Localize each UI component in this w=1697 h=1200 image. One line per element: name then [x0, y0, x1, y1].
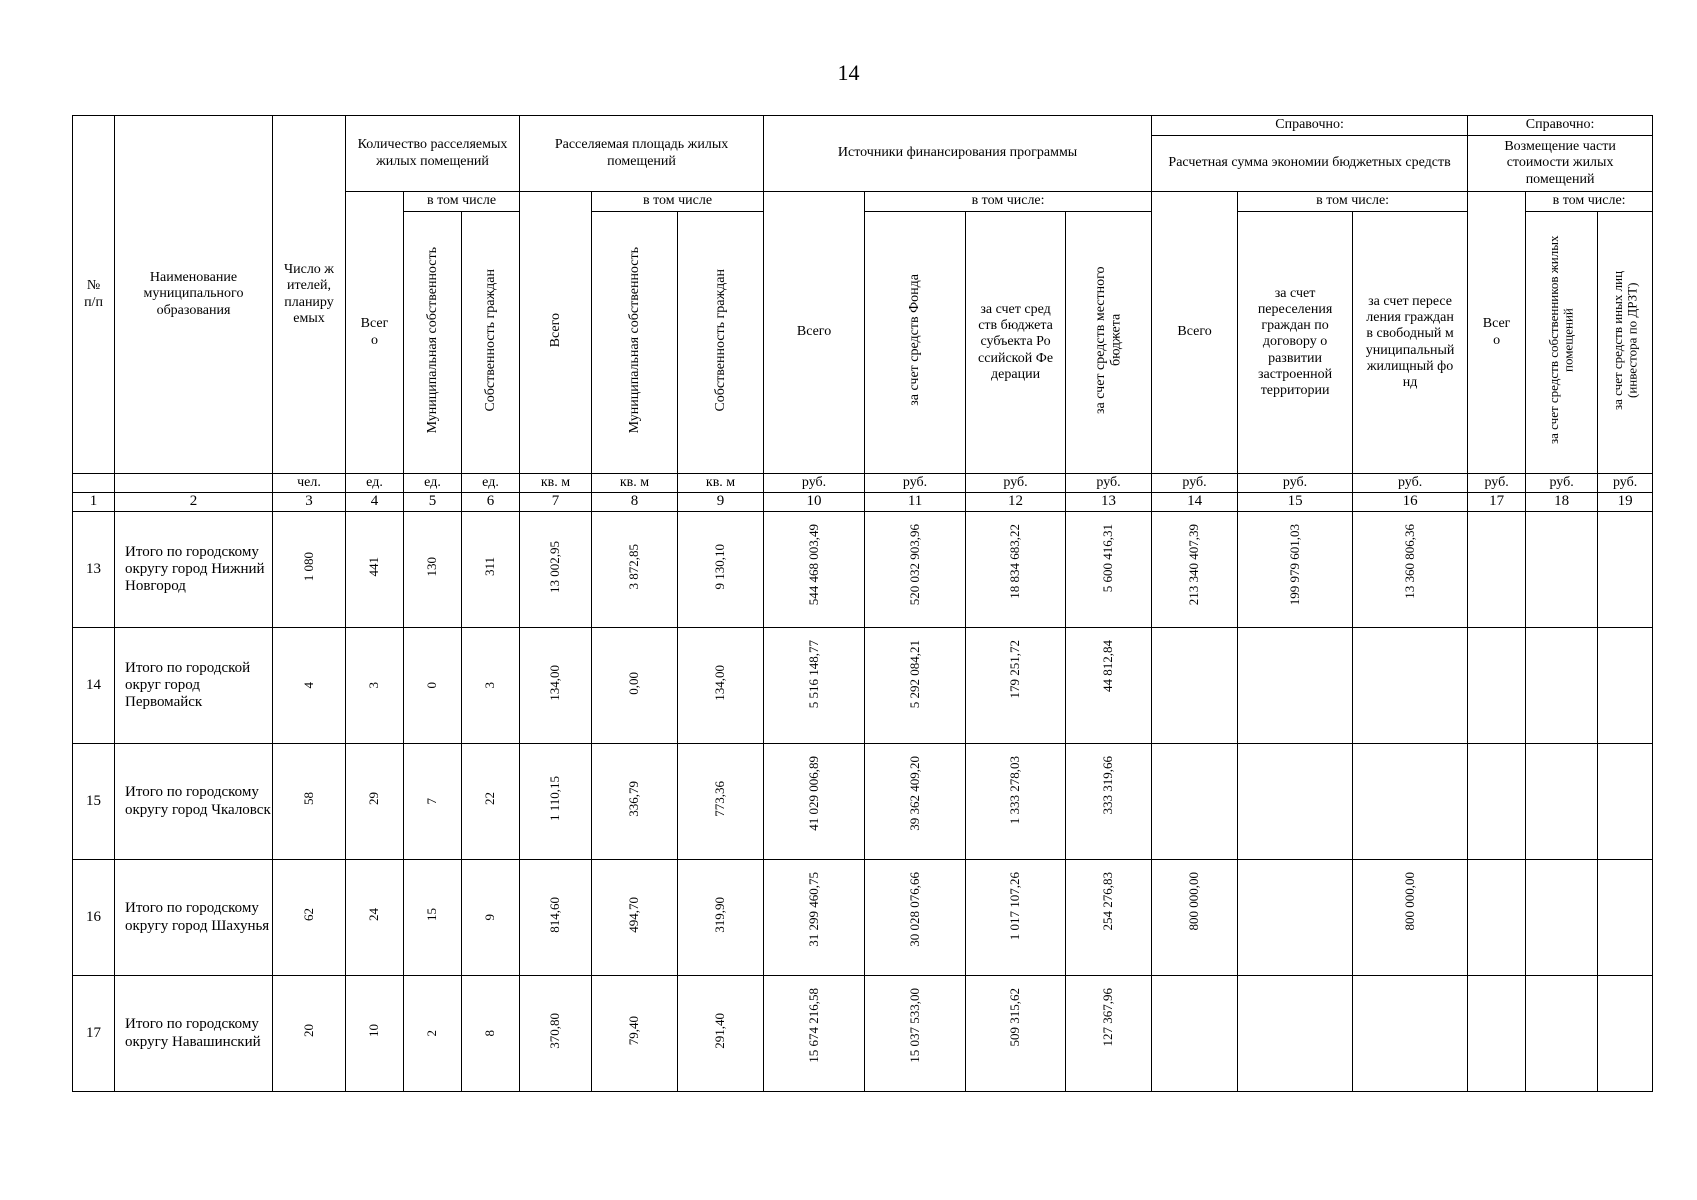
row-value: 2	[424, 1029, 440, 1037]
row-value-cell	[520, 512, 592, 628]
row-value-cell	[764, 628, 865, 744]
row-value: 39 362 409,20	[906, 756, 922, 831]
row-name: Итого по городскому округу город Чкаловск	[115, 744, 273, 860]
row-value: 130	[424, 557, 440, 577]
header-compensation-total: Всег о	[1468, 192, 1526, 474]
row-value-cell	[1598, 860, 1653, 976]
row-value-cell	[1066, 976, 1152, 1092]
row-value: 3	[366, 681, 382, 689]
row-value-cell	[462, 744, 520, 860]
row-value-cell	[865, 860, 966, 976]
row-value: 311	[482, 557, 498, 577]
row-value-cell	[520, 860, 592, 976]
row-value: 1 017 107,26	[1007, 872, 1023, 941]
col-number: 5	[404, 493, 462, 512]
header-resettle-contract: за счет переселения граждан по договору о развитии застроенной территории	[1238, 212, 1353, 474]
unit-cell: руб.	[865, 474, 966, 493]
row-value-cell	[520, 744, 592, 860]
table-row	[73, 744, 1653, 860]
row-value: 509 315,62	[1007, 988, 1023, 1047]
row-value-cell	[1066, 744, 1152, 860]
row-value: 79,40	[626, 1016, 642, 1046]
header-rooms-total: Всег о	[346, 192, 404, 474]
row-value: 0	[424, 681, 440, 689]
row-value: 29	[366, 792, 382, 806]
row-value-cell	[404, 512, 462, 628]
row-value-cell	[462, 976, 520, 1092]
row-value-cell	[1598, 744, 1653, 860]
unit-cell: ед.	[462, 474, 520, 493]
row-value: 15	[424, 908, 440, 922]
row-value-cell	[462, 628, 520, 744]
row-value: 15 037 533,00	[906, 988, 922, 1063]
row-value-cell	[678, 512, 764, 628]
row-value: 3	[482, 681, 498, 689]
row-value: 3 872,85	[626, 544, 642, 590]
header-finance-total: Всего	[764, 192, 865, 474]
row-value: 5 516 148,77	[805, 640, 821, 709]
row-value-cell	[966, 628, 1066, 744]
header-ref-economy: Справочно:	[1152, 116, 1468, 136]
row-value: 44 812,84	[1100, 640, 1116, 692]
row-value: 441	[366, 557, 382, 577]
unit-cell: руб.	[764, 474, 865, 493]
row-number: 17	[73, 976, 115, 1092]
header-name: Наименование муниципального образования	[115, 116, 273, 474]
row-value-cell	[1152, 628, 1238, 744]
header-investor: за счет средств иных лиц (инвестора по ДРЗТ)	[1598, 212, 1653, 474]
unit-cell: руб.	[1598, 474, 1653, 493]
row-value-cell	[346, 976, 404, 1092]
row-value-cell	[1238, 512, 1353, 628]
row-value-cell	[1468, 860, 1526, 976]
table-row	[73, 628, 1653, 744]
header-finance-group: Источники финансирования программы	[764, 116, 1152, 192]
header-compensation-incl: в том числе:	[1526, 192, 1653, 212]
row-value: 127 367,96	[1100, 988, 1116, 1047]
header-owners: за счет средств собственников жилых помещений	[1526, 212, 1598, 474]
col-number: 1	[73, 493, 115, 512]
row-value-cell	[865, 744, 966, 860]
row-value: 5 292 084,21	[906, 640, 922, 709]
row-value-cell	[592, 860, 678, 976]
row-value: 20	[300, 1024, 316, 1038]
row-value: 213 340 407,39	[1186, 524, 1202, 606]
row-value: 31 299 460,75	[805, 872, 821, 947]
row-value-cell	[1353, 628, 1468, 744]
row-value-cell	[865, 976, 966, 1092]
table-row	[73, 512, 1653, 628]
row-value-cell	[1238, 976, 1353, 1092]
row-value: 319,90	[712, 897, 728, 933]
row-value-cell	[1353, 512, 1468, 628]
row-value: 773,36	[712, 781, 728, 817]
col-number: 17	[1468, 493, 1526, 512]
row-value-cell	[1238, 860, 1353, 976]
header-residents: Число жителей, планируемых	[273, 116, 346, 474]
row-value: 10	[366, 1024, 382, 1038]
row-value-cell	[592, 744, 678, 860]
row-value: 13 002,95	[547, 540, 563, 593]
row-value: 58	[300, 792, 316, 806]
table-row	[73, 860, 1653, 976]
unit-cell: ед.	[346, 474, 404, 493]
row-value: 800 000,00	[1186, 872, 1202, 931]
row-value: 41 029 006,89	[805, 756, 821, 831]
row-value: 22	[482, 792, 498, 806]
row-value-cell	[1353, 860, 1468, 976]
header-rooms-group: Количество расселяемых жилых помещений	[346, 116, 520, 192]
row-value-cell	[1066, 860, 1152, 976]
unit-cell: руб.	[1066, 474, 1152, 493]
row-number: 14	[73, 628, 115, 744]
unit-cell: ед.	[404, 474, 462, 493]
row-value-cell	[966, 512, 1066, 628]
row-value: 1 333 278,03	[1007, 756, 1023, 825]
row-value: 7	[424, 797, 440, 805]
row-value-cell	[1152, 860, 1238, 976]
row-value-cell	[865, 512, 966, 628]
unit-cell: руб.	[1238, 474, 1353, 493]
row-value-cell	[1468, 744, 1526, 860]
row-value-cell	[1526, 976, 1598, 1092]
row-value: 0,00	[626, 671, 642, 695]
row-value: 24	[366, 908, 382, 922]
row-value: 254 276,83	[1100, 872, 1116, 931]
row-value-cell	[1152, 976, 1238, 1092]
header-economy-incl: в том числе:	[1238, 192, 1468, 212]
row-value-cell	[1526, 628, 1598, 744]
unit-cell: руб.	[1152, 474, 1238, 493]
row-name: Итого по городскому округу город Нижний Новгород	[115, 512, 273, 628]
row-value-cell	[520, 628, 592, 744]
row-value: 5 600 416,31	[1100, 524, 1116, 593]
row-value-cell	[273, 628, 346, 744]
row-number: 13	[73, 512, 115, 628]
row-value-cell	[1468, 512, 1526, 628]
header-num: № п/п	[73, 116, 115, 474]
row-value: 4	[300, 681, 316, 689]
row-value-cell	[678, 976, 764, 1092]
header-ref-compensation: Справочно:	[1468, 116, 1653, 136]
header-area-total: Всего	[520, 192, 592, 474]
row-value-cell	[1598, 976, 1653, 1092]
row-value-cell	[273, 744, 346, 860]
row-value: 9	[482, 913, 498, 921]
col-number: 9	[678, 493, 764, 512]
col-number: 2	[115, 493, 273, 512]
header-subject-budget: за счет средств бюджета субъекта Российской Федерации	[966, 212, 1066, 474]
row-value-cell	[592, 512, 678, 628]
resettlement-table	[72, 115, 1653, 1092]
row-value-cell	[346, 744, 404, 860]
row-value-cell	[1152, 512, 1238, 628]
row-value-cell	[1353, 976, 1468, 1092]
row-value-cell	[1238, 628, 1353, 744]
row-value: 62	[300, 908, 316, 922]
row-value-cell	[1526, 860, 1598, 976]
row-value-cell	[1468, 976, 1526, 1092]
header-area-municipal: Муниципальная собственность	[592, 212, 678, 474]
row-value-cell	[273, 512, 346, 628]
page-number: 14	[837, 60, 860, 85]
row-value-cell	[1066, 512, 1152, 628]
unit-cell: руб.	[1468, 474, 1526, 493]
row-value: 8	[482, 1029, 498, 1037]
header-local-budget: за счет средств местного бюджета	[1066, 212, 1152, 474]
row-value: 1 080	[300, 552, 316, 582]
unit-cell: кв. м	[520, 474, 592, 493]
row-value-cell	[966, 744, 1066, 860]
row-value-cell	[1526, 744, 1598, 860]
header-rooms-municipal: Муниципальная собственность	[404, 212, 462, 474]
row-value-cell	[1353, 744, 1468, 860]
header-area-incl: в том числе	[592, 192, 764, 212]
header-resettle-free: за счет переселения граждан в свободный муниципальный жилищный фонд	[1353, 212, 1468, 474]
row-value-cell	[1526, 512, 1598, 628]
row-value: 199 979 601,03	[1286, 524, 1302, 606]
col-number: 15	[1238, 493, 1353, 512]
row-value-cell	[462, 860, 520, 976]
col-number: 8	[592, 493, 678, 512]
col-number: 3	[273, 493, 346, 512]
header-rooms-incl: в том числе	[404, 192, 520, 212]
unit-cell: чел.	[273, 474, 346, 493]
row-value-cell	[592, 976, 678, 1092]
unit-cell: кв. м	[592, 474, 678, 493]
row-value: 520 032 903,96	[906, 524, 922, 606]
row-value: 134,00	[712, 665, 728, 701]
row-name: Итого по городскому округу Навашинский	[115, 976, 273, 1092]
row-value-cell	[273, 860, 346, 976]
row-value: 1 110,15	[547, 776, 563, 822]
row-value-cell	[865, 628, 966, 744]
row-value: 544 468 003,49	[805, 524, 821, 606]
row-value: 15 674 216,58	[805, 988, 821, 1063]
unit-cell: руб.	[1353, 474, 1468, 493]
row-value-cell	[764, 860, 865, 976]
table-body	[73, 512, 1653, 1092]
col-number: 7	[520, 493, 592, 512]
row-value: 370,80	[547, 1013, 563, 1049]
col-number: 19	[1598, 493, 1653, 512]
row-value-cell	[966, 976, 1066, 1092]
row-value-cell	[764, 744, 865, 860]
header-rooms-citizens: Собственность граждан	[462, 212, 520, 474]
row-value-cell	[404, 976, 462, 1092]
row-value-cell	[346, 628, 404, 744]
col-number: 10	[764, 493, 865, 512]
header-economy-total: Всего	[1152, 192, 1238, 474]
row-value-cell	[273, 976, 346, 1092]
header-economy-group: Расчетная сумма экономии бюджетных средств	[1152, 136, 1468, 192]
row-name: Итого по городскому округу город Шахунья	[115, 860, 273, 976]
row-value-cell	[678, 744, 764, 860]
unit-blank-2	[115, 474, 273, 493]
row-value-cell	[1152, 744, 1238, 860]
row-value-cell	[462, 512, 520, 628]
row-value: 18 834 683,22	[1007, 524, 1023, 599]
col-number: 11	[865, 493, 966, 512]
col-number: 14	[1152, 493, 1238, 512]
col-number: 12	[966, 493, 1066, 512]
row-value-cell	[404, 628, 462, 744]
col-number: 13	[1066, 493, 1152, 512]
row-value-cell	[520, 976, 592, 1092]
row-value: 336,79	[626, 781, 642, 817]
row-value-cell	[1066, 628, 1152, 744]
row-value: 494,70	[626, 897, 642, 933]
row-value-cell	[404, 744, 462, 860]
row-value-cell	[1468, 628, 1526, 744]
row-value: 291,40	[712, 1013, 728, 1049]
header-finance-incl: в том числе:	[865, 192, 1152, 212]
row-value: 134,00	[547, 665, 563, 701]
row-number: 16	[73, 860, 115, 976]
unit-cell: кв. м	[678, 474, 764, 493]
row-value: 9 130,10	[712, 544, 728, 590]
table-row	[73, 976, 1653, 1092]
unit-blank-1	[73, 474, 115, 493]
header-fund: за счет средств Фонда	[865, 212, 966, 474]
row-value-cell	[678, 860, 764, 976]
row-value-cell	[678, 628, 764, 744]
header-area-citizens: Собственность граждан	[678, 212, 764, 474]
row-value-cell	[1238, 744, 1353, 860]
row-value-cell	[764, 976, 865, 1092]
row-value: 814,60	[547, 897, 563, 933]
row-number: 15	[73, 744, 115, 860]
col-number: 6	[462, 493, 520, 512]
row-value: 30 028 076,66	[906, 872, 922, 947]
col-number: 4	[346, 493, 404, 512]
row-value: 179 251,72	[1007, 640, 1023, 699]
row-value-cell	[404, 860, 462, 976]
row-value-cell	[346, 860, 404, 976]
row-value-cell	[1598, 628, 1653, 744]
row-value-cell	[966, 860, 1066, 976]
header-area-group: Расселяемая площадь жилых помещений	[520, 116, 764, 192]
row-value-cell	[592, 628, 678, 744]
row-value-cell	[1598, 512, 1653, 628]
col-number: 18	[1526, 493, 1598, 512]
unit-cell: руб.	[966, 474, 1066, 493]
row-value: 13 360 806,36	[1401, 524, 1417, 599]
row-value: 333 319,66	[1100, 756, 1116, 815]
header-compensation-group: Возмещение части стоимости жилых помещений	[1468, 136, 1653, 192]
col-number: 16	[1353, 493, 1468, 512]
row-value-cell	[764, 512, 865, 628]
row-name: Итого по городской округ город Первомайск	[115, 628, 273, 744]
row-value: 800 000,00	[1401, 872, 1417, 931]
unit-cell: руб.	[1526, 474, 1598, 493]
row-value-cell	[346, 512, 404, 628]
